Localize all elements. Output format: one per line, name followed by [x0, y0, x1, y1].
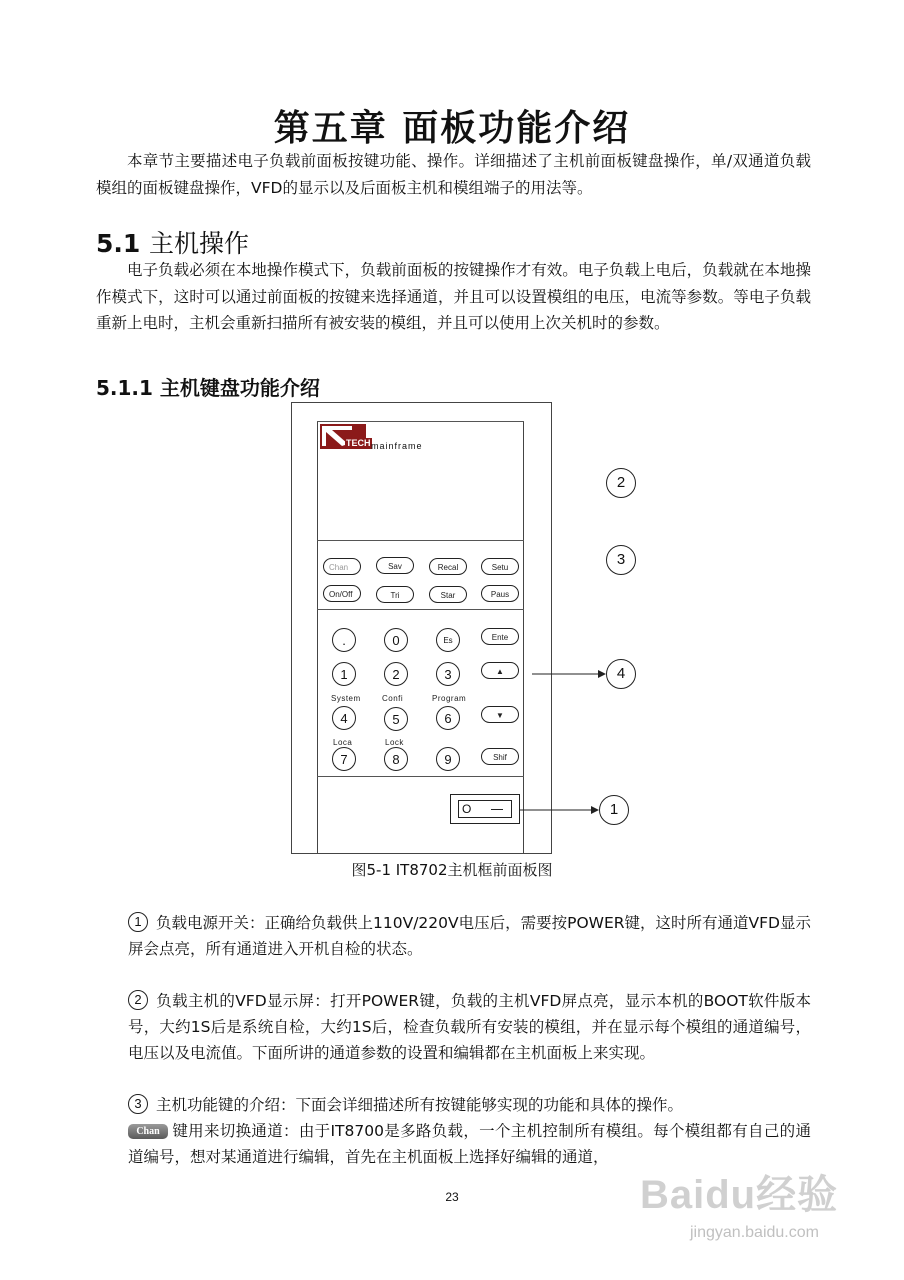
section-heading [96, 224, 249, 260]
enter-key[interactable]: Ente [481, 628, 519, 645]
up-arrow-key[interactable]: ▲ [481, 662, 519, 679]
chapter-title: 第五章 面板功能介绍 [273, 108, 631, 149]
callout-arrows-icon [520, 665, 610, 820]
key-6[interactable]: 6 [436, 706, 460, 730]
watermark-brand: Baidu经验 [640, 1173, 839, 1217]
figure-caption: 图5-1 IT8702主机框前面板图 [351, 861, 553, 879]
config-label: Confi [382, 694, 404, 703]
setup-key[interactable]: Setu [481, 558, 519, 575]
func-keys-divider [317, 609, 524, 610]
subsection-heading [96, 372, 320, 401]
pause-key[interactable]: Paus [481, 585, 519, 602]
key-3[interactable]: 3 [436, 662, 460, 686]
on-off-key[interactable]: On/Off [323, 585, 361, 602]
logo-text: TECH [346, 438, 371, 448]
panel-top-line [317, 421, 524, 422]
subsection-number: 5.1.1 [96, 376, 153, 400]
watermark-url: jingyan.baidu.com [690, 1224, 819, 1241]
display-divider [317, 540, 524, 541]
recall-key[interactable]: Recal [429, 558, 467, 575]
intro-paragraph: 本章节主要描述电子负载前面板按键功能、操作。详细描述了主机前面板键盘操作，单/双通道负载模组的面板键盘操作，VFD的显示以及后面板主机和模组端子的用法等。 [96, 152, 811, 197]
key-8[interactable]: 8 [384, 747, 408, 771]
lock-label: Lock [385, 738, 404, 747]
system-label: System [331, 694, 361, 703]
key-2[interactable]: 2 [384, 662, 408, 686]
subsection-title: 主机键盘功能介绍 [159, 376, 320, 400]
item-3 [128, 1092, 811, 1118]
key-9[interactable]: 9 [436, 747, 460, 771]
section-title: 主机操作 [149, 229, 250, 258]
item-1-text: 负载电源开关：正确给负载供上110V/220V电压后，需要按POWER键，这时所有通道VFD显示屏会点亮，所有通道进入开机自检的状态。 [128, 914, 811, 958]
chan-key-icon: Chan [128, 1124, 168, 1139]
item-2-text: 负载主机的VFD显示屏：打开POWER键，负载的主机VFD屏点亮，显示本机的BOOT软件版本号，大约1S后是系统自检，大约1S后，检查负载所有安装的模组，并在显示每个模组的通道编号，电压以及电流值。下面所讲的通道参数的设置和编辑都在主机面板上来实现。 [128, 992, 811, 1062]
key-5[interactable]: 5 [384, 707, 408, 731]
callout-3: 3 [606, 545, 636, 575]
shift-key[interactable]: Shif [481, 748, 519, 765]
save-key[interactable]: Sav [376, 557, 414, 574]
program-label: Program [432, 694, 467, 703]
escape-key[interactable]: Es [436, 628, 460, 652]
item-2 [128, 988, 811, 1066]
chan-key[interactable]: Chan [323, 558, 361, 575]
key-1[interactable]: 1 [332, 662, 356, 686]
down-arrow-key[interactable]: ▼ [481, 706, 519, 723]
local-label: Loca [333, 738, 353, 747]
power-switch[interactable] [458, 800, 512, 818]
section-number: 5.1 [96, 229, 141, 258]
key-7[interactable]: 7 [332, 747, 356, 771]
callout-1: 1 [599, 795, 629, 825]
item-1-number: 1 [128, 912, 148, 932]
start-key[interactable]: Star [429, 586, 467, 603]
item-3-text: 主机功能键的介绍：下面会详细描述所有按键能够实现的功能和具体的操作。 [156, 1096, 684, 1114]
callout-4: 4 [606, 659, 636, 689]
power-switch-bar-icon [491, 809, 503, 810]
chan-key-text: 键用来切换通道：由于IT8700是多路负载，一个主机控制所有模组。每个模组都有自己的通道编号，想对某通道进行编辑，首先在主机面板上选择好编辑的通道， [128, 1122, 811, 1166]
section-paragraph: 电子负载必须在本地操作模式下，负载前面板的按键操作才有效。电子负载上电后，负载就在本地操作模式下，这时可以通过前面板的按键来选择通道，并且可以设置模组的电压，电流等参数。等电子负载重新上电时，主机会重新扫描所有被安装的模组，并且可以使用上次关机时的参数。 [96, 261, 811, 332]
key-4[interactable]: 4 [332, 706, 356, 730]
callout-2: 2 [606, 468, 636, 498]
item-3-number: 3 [128, 1094, 148, 1114]
power-switch-label: O [462, 802, 472, 816]
page-number: 23 [445, 1190, 459, 1204]
display-text: mainframe [371, 441, 423, 451]
item-1 [128, 910, 811, 962]
key-0[interactable]: 0 [384, 628, 408, 652]
trigger-key[interactable]: Tri [376, 586, 414, 603]
item-2-number: 2 [128, 990, 148, 1010]
decimal-key[interactable]: . [332, 628, 356, 652]
keypad-divider [317, 776, 524, 777]
